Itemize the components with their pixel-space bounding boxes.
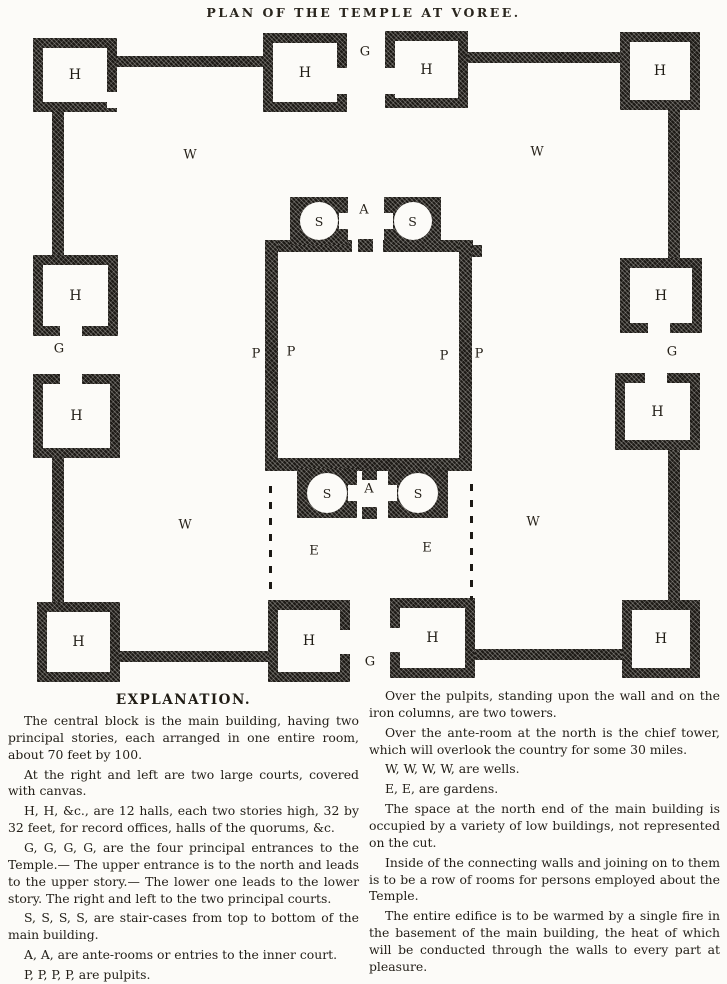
hall-left-upper xyxy=(33,255,118,336)
well-southwest: W xyxy=(178,517,192,533)
entrance-north: G xyxy=(359,44,371,60)
explanation-paragraph: H, H, &c., are 12 halls, each two stories high, 32 by 32 feet, for record offices, halls of the quorums, &c. xyxy=(8,803,359,836)
explanation-left-column xyxy=(8,688,359,983)
door-bottom-center-left-hall xyxy=(340,630,350,654)
room-interior xyxy=(273,43,337,102)
entrance-west: G xyxy=(53,341,65,357)
door-top-left-hall xyxy=(107,92,117,108)
south-anteroom-stub-lower xyxy=(362,507,377,519)
staircase-opening xyxy=(388,485,397,501)
connecting-wall-west-lower xyxy=(52,456,64,605)
entrance-south: G xyxy=(364,654,376,670)
connecting-wall-south-left xyxy=(116,651,271,662)
hall-letter: H xyxy=(654,287,668,304)
door-right-upper-hall xyxy=(648,322,670,333)
explanation-paragraph: The space at the north end of the main building is occupied by a variety of low buildings, not represented on the cut. xyxy=(369,801,720,850)
garden-border-right xyxy=(470,484,473,600)
well-southeast: W xyxy=(526,514,540,530)
hall-letter: H xyxy=(302,633,316,649)
explanation-right-column xyxy=(369,688,720,974)
pulpit-west-inner: P xyxy=(286,344,296,360)
connecting-wall-north-left xyxy=(112,56,268,67)
well-northeast: W xyxy=(530,144,544,160)
explanation-paragraph: E, E, are gardens. xyxy=(385,781,499,797)
explanation-paragraph: G, G, G, G, are the four principal entrances to the Temple.— The upper entrance is to the north and leads to the upper story.— The lower one leads to the lower story. The right and left to the two principal courts. xyxy=(8,840,359,906)
room-interior xyxy=(47,612,110,672)
explanation-paragraph: The central block is the main building, having two principal stories, each arranged in one entire room, about 70 feet by 100. xyxy=(8,713,359,762)
room-interior xyxy=(43,265,108,326)
garden-right: E xyxy=(422,540,432,556)
main-building-left-wall xyxy=(265,240,278,471)
room-interior xyxy=(43,48,107,102)
pulpit-west-outer: P xyxy=(251,346,261,362)
room-interior xyxy=(630,42,690,100)
hall-left-lower xyxy=(33,374,120,458)
anteroom-north: A xyxy=(359,202,369,218)
room-interior xyxy=(395,41,458,98)
explanation-paragraph: The entire edifice is to be warmed by a single fire in the basement of the main building, the heat of which will be conducted through the walls to every part at pleasure. xyxy=(369,908,720,974)
connecting-wall-east-lower xyxy=(668,448,680,603)
staircase-opening xyxy=(348,485,357,501)
room-interior xyxy=(278,610,340,672)
hall-letter: H xyxy=(69,287,82,304)
door-left-lower-hall xyxy=(60,374,82,385)
room-interior xyxy=(630,268,692,323)
well-northwest: W xyxy=(183,147,197,163)
staircase-south-right xyxy=(388,468,448,518)
explanation-paragraph: Over the pulpits, standing upon the wall and on the iron columns, are two towers. xyxy=(369,688,720,720)
explanation-paragraph: P, P, P, P, are pulpits. xyxy=(24,967,151,983)
hall-bottom-center-right xyxy=(390,598,475,678)
entrance-east: G xyxy=(666,344,678,360)
main-building-north-stub xyxy=(358,239,373,252)
garden-left: E xyxy=(309,543,319,559)
explanation-paragraph: W, W, W, W, are wells. xyxy=(385,761,520,777)
hall-letter: H xyxy=(653,63,667,79)
explanation-paragraph: S, S, S, S, are stair-cases from top to bottom of the main building. xyxy=(8,910,359,943)
anteroom-south: A xyxy=(364,481,374,497)
explanation-paragraph: At the right and left are two large courts, covered with canvas. xyxy=(8,766,359,799)
pulpit-east-outer: P xyxy=(474,346,484,362)
explanation-heading: EXPLANATION. xyxy=(115,692,252,708)
hall-letter: H xyxy=(298,64,312,81)
main-building-right-wall xyxy=(459,240,472,471)
hall-top-center-right xyxy=(385,31,468,108)
door-right-lower-hall xyxy=(645,373,667,384)
explanation-paragraph: Over the ante-room at the north is the chief tower, which will overlook the country for some 30 miles. xyxy=(369,724,720,757)
connecting-wall-west-upper xyxy=(52,108,64,258)
hall-top-right xyxy=(620,32,700,110)
door-bottom-center-right-hall xyxy=(390,628,400,652)
staircase-letter: S xyxy=(413,485,423,501)
hall-letter: H xyxy=(426,630,439,646)
explanation-section xyxy=(8,688,720,983)
staircase-opening xyxy=(384,213,393,229)
explanation-paragraph: A, A, are ante-rooms or entries to the inner court. xyxy=(24,947,338,963)
hall-letter: H xyxy=(651,403,664,420)
connecting-wall-south-right xyxy=(471,649,625,660)
hall-bottom-right xyxy=(622,600,700,678)
page-title: PLAN OF THE TEMPLE AT VOREE. xyxy=(206,5,521,20)
staircase-circle xyxy=(307,473,347,513)
connecting-wall-north-right xyxy=(464,52,624,63)
door-top-center-right-hall xyxy=(385,68,395,94)
staircase-letter: S xyxy=(322,485,332,501)
pulpit-east-inner: P xyxy=(439,348,449,364)
hall-top-center-left xyxy=(263,33,347,112)
staircase-circle xyxy=(300,202,338,240)
connecting-wall-east-upper xyxy=(668,108,680,260)
room-interior xyxy=(43,384,110,448)
staircase-north-left xyxy=(290,197,348,245)
garden-border-left xyxy=(269,486,272,597)
main-building-right-nub xyxy=(472,245,482,257)
staircase-letter: S xyxy=(314,213,324,229)
south-anteroom-stub-upper xyxy=(362,469,377,480)
explanation-paragraph: Inside of the connecting walls and joining on to them is to be a row of rooms for persons employed about the Temple. xyxy=(369,854,720,904)
staircase-south-left xyxy=(297,468,357,518)
hall-top-left xyxy=(33,38,117,112)
room-interior xyxy=(632,610,690,668)
room-interior xyxy=(625,383,690,440)
hall-letter: H xyxy=(420,61,433,78)
staircase-opening xyxy=(339,213,348,229)
hall-letter: H xyxy=(654,631,668,647)
room-interior xyxy=(400,608,465,668)
hall-letter: H xyxy=(68,67,82,83)
door-top-center-left-hall xyxy=(337,68,347,94)
hall-right-lower xyxy=(615,373,700,450)
hall-bottom-center-left xyxy=(268,600,350,682)
hall-bottom-left xyxy=(37,602,120,682)
hall-letter: H xyxy=(70,408,83,424)
door-left-upper-hall xyxy=(60,325,82,336)
staircase-letter: S xyxy=(408,213,417,229)
staircase-circle xyxy=(394,202,432,240)
hall-letter: H xyxy=(72,634,85,650)
staircase-north-right xyxy=(384,197,441,245)
staircase-circle xyxy=(398,473,438,513)
